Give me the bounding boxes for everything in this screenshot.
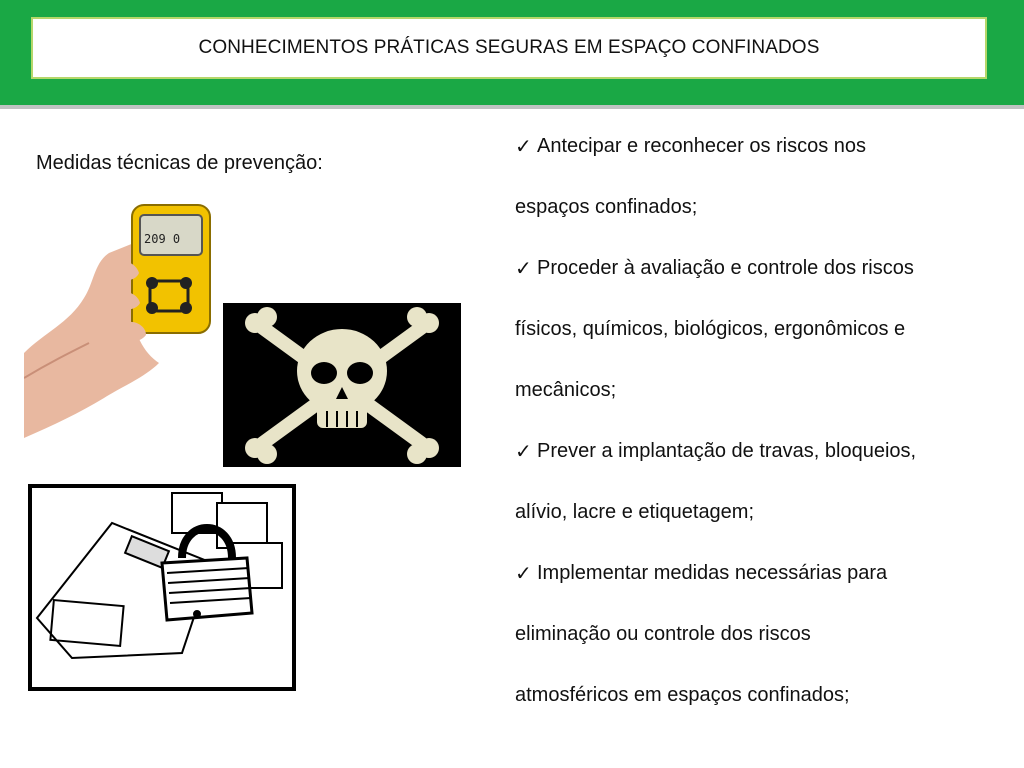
padlock-lockout-image — [28, 484, 296, 691]
check-icon: ✓ — [515, 562, 532, 585]
skull-crossbones-image — [223, 303, 461, 467]
bullet-text: Implementar medidas necessárias para — [537, 561, 888, 584]
check-icon: ✓ — [515, 257, 532, 280]
bullet-text: Proceder à avaliação e controle dos riscos — [537, 256, 914, 279]
check-icon: ✓ — [515, 440, 532, 463]
header-divider — [0, 105, 1024, 109]
title-box — [31, 17, 987, 79]
svg-text:209 0: 209 0 — [144, 232, 181, 246]
bullet-1-line-2: espaços confinados; — [515, 195, 698, 218]
bullet-2-line-2: físicos, químicos, biológicos, ergonômicos e — [515, 317, 906, 340]
section-subtitle: Medidas técnicas de prevenção: — [36, 152, 323, 174]
bullet-2-line-1 — [515, 253, 997, 283]
bullet-3-line-2: alívio, lacre e etiquetagem; — [515, 500, 755, 523]
bullet-2-line-3: mecânicos; — [515, 378, 617, 401]
check-icon: ✓ — [515, 135, 532, 158]
bullet-3-line-1 — [515, 436, 997, 466]
page-title: CONHECIMENTOS PRÁTICAS SEGURAS EM ESPAÇO CONFINADOS — [198, 37, 820, 58]
bullet-1-line-1 — [515, 131, 997, 161]
bullet-4-line-2: eliminação ou controle dos riscos — [515, 622, 811, 645]
bullet-4-line-3: atmosféricos em espaços confinados; — [515, 683, 850, 706]
bullet-4-line-1 — [515, 558, 997, 588]
gas-detector-image — [24, 203, 220, 438]
bullet-text: Antecipar e reconhecer os riscos nos — [537, 134, 867, 157]
bullet-text: Prever a implantação de travas, bloqueios, — [537, 439, 917, 462]
